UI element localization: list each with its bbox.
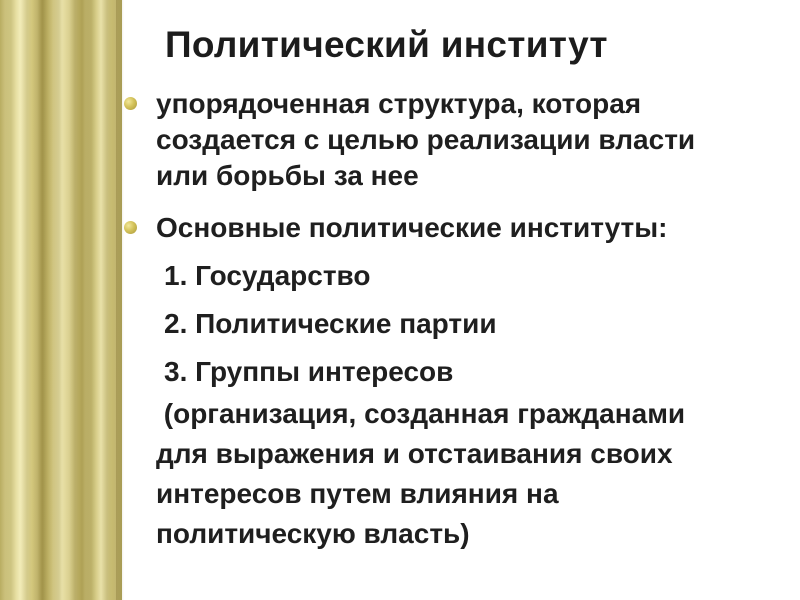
institution-item-state: 1. Государство: [164, 260, 371, 291]
note-line: политическую власть): [156, 518, 470, 549]
gold-drapery-strip: [0, 0, 122, 600]
bullet-definition: [120, 86, 790, 194]
main-institutions-heading: Основные политические институты:: [156, 212, 668, 243]
definition-line: создается с целью реализации власти: [156, 124, 696, 155]
interest-groups-note: [120, 394, 790, 554]
note-line: для выражения и отстаивания своих: [156, 438, 673, 469]
bullet-main-institutions: [120, 210, 790, 246]
gold-round-bullet-icon: [124, 97, 137, 110]
note-line: интересов путем влияния на: [156, 478, 559, 509]
gold-round-bullet-icon: [124, 221, 137, 234]
definition-line: или борьбы за нее: [156, 160, 419, 191]
institution-item-parties: 2. Политические партии: [164, 308, 497, 339]
slide-title: Политический институт: [165, 24, 608, 65]
definition-line: упорядоченная структура, которая: [156, 88, 642, 119]
institution-item-interest-groups: 3. Группы интересов: [164, 356, 454, 387]
slide-content: [120, 86, 790, 554]
note-line: (организация, созданная гражданами: [156, 398, 686, 429]
